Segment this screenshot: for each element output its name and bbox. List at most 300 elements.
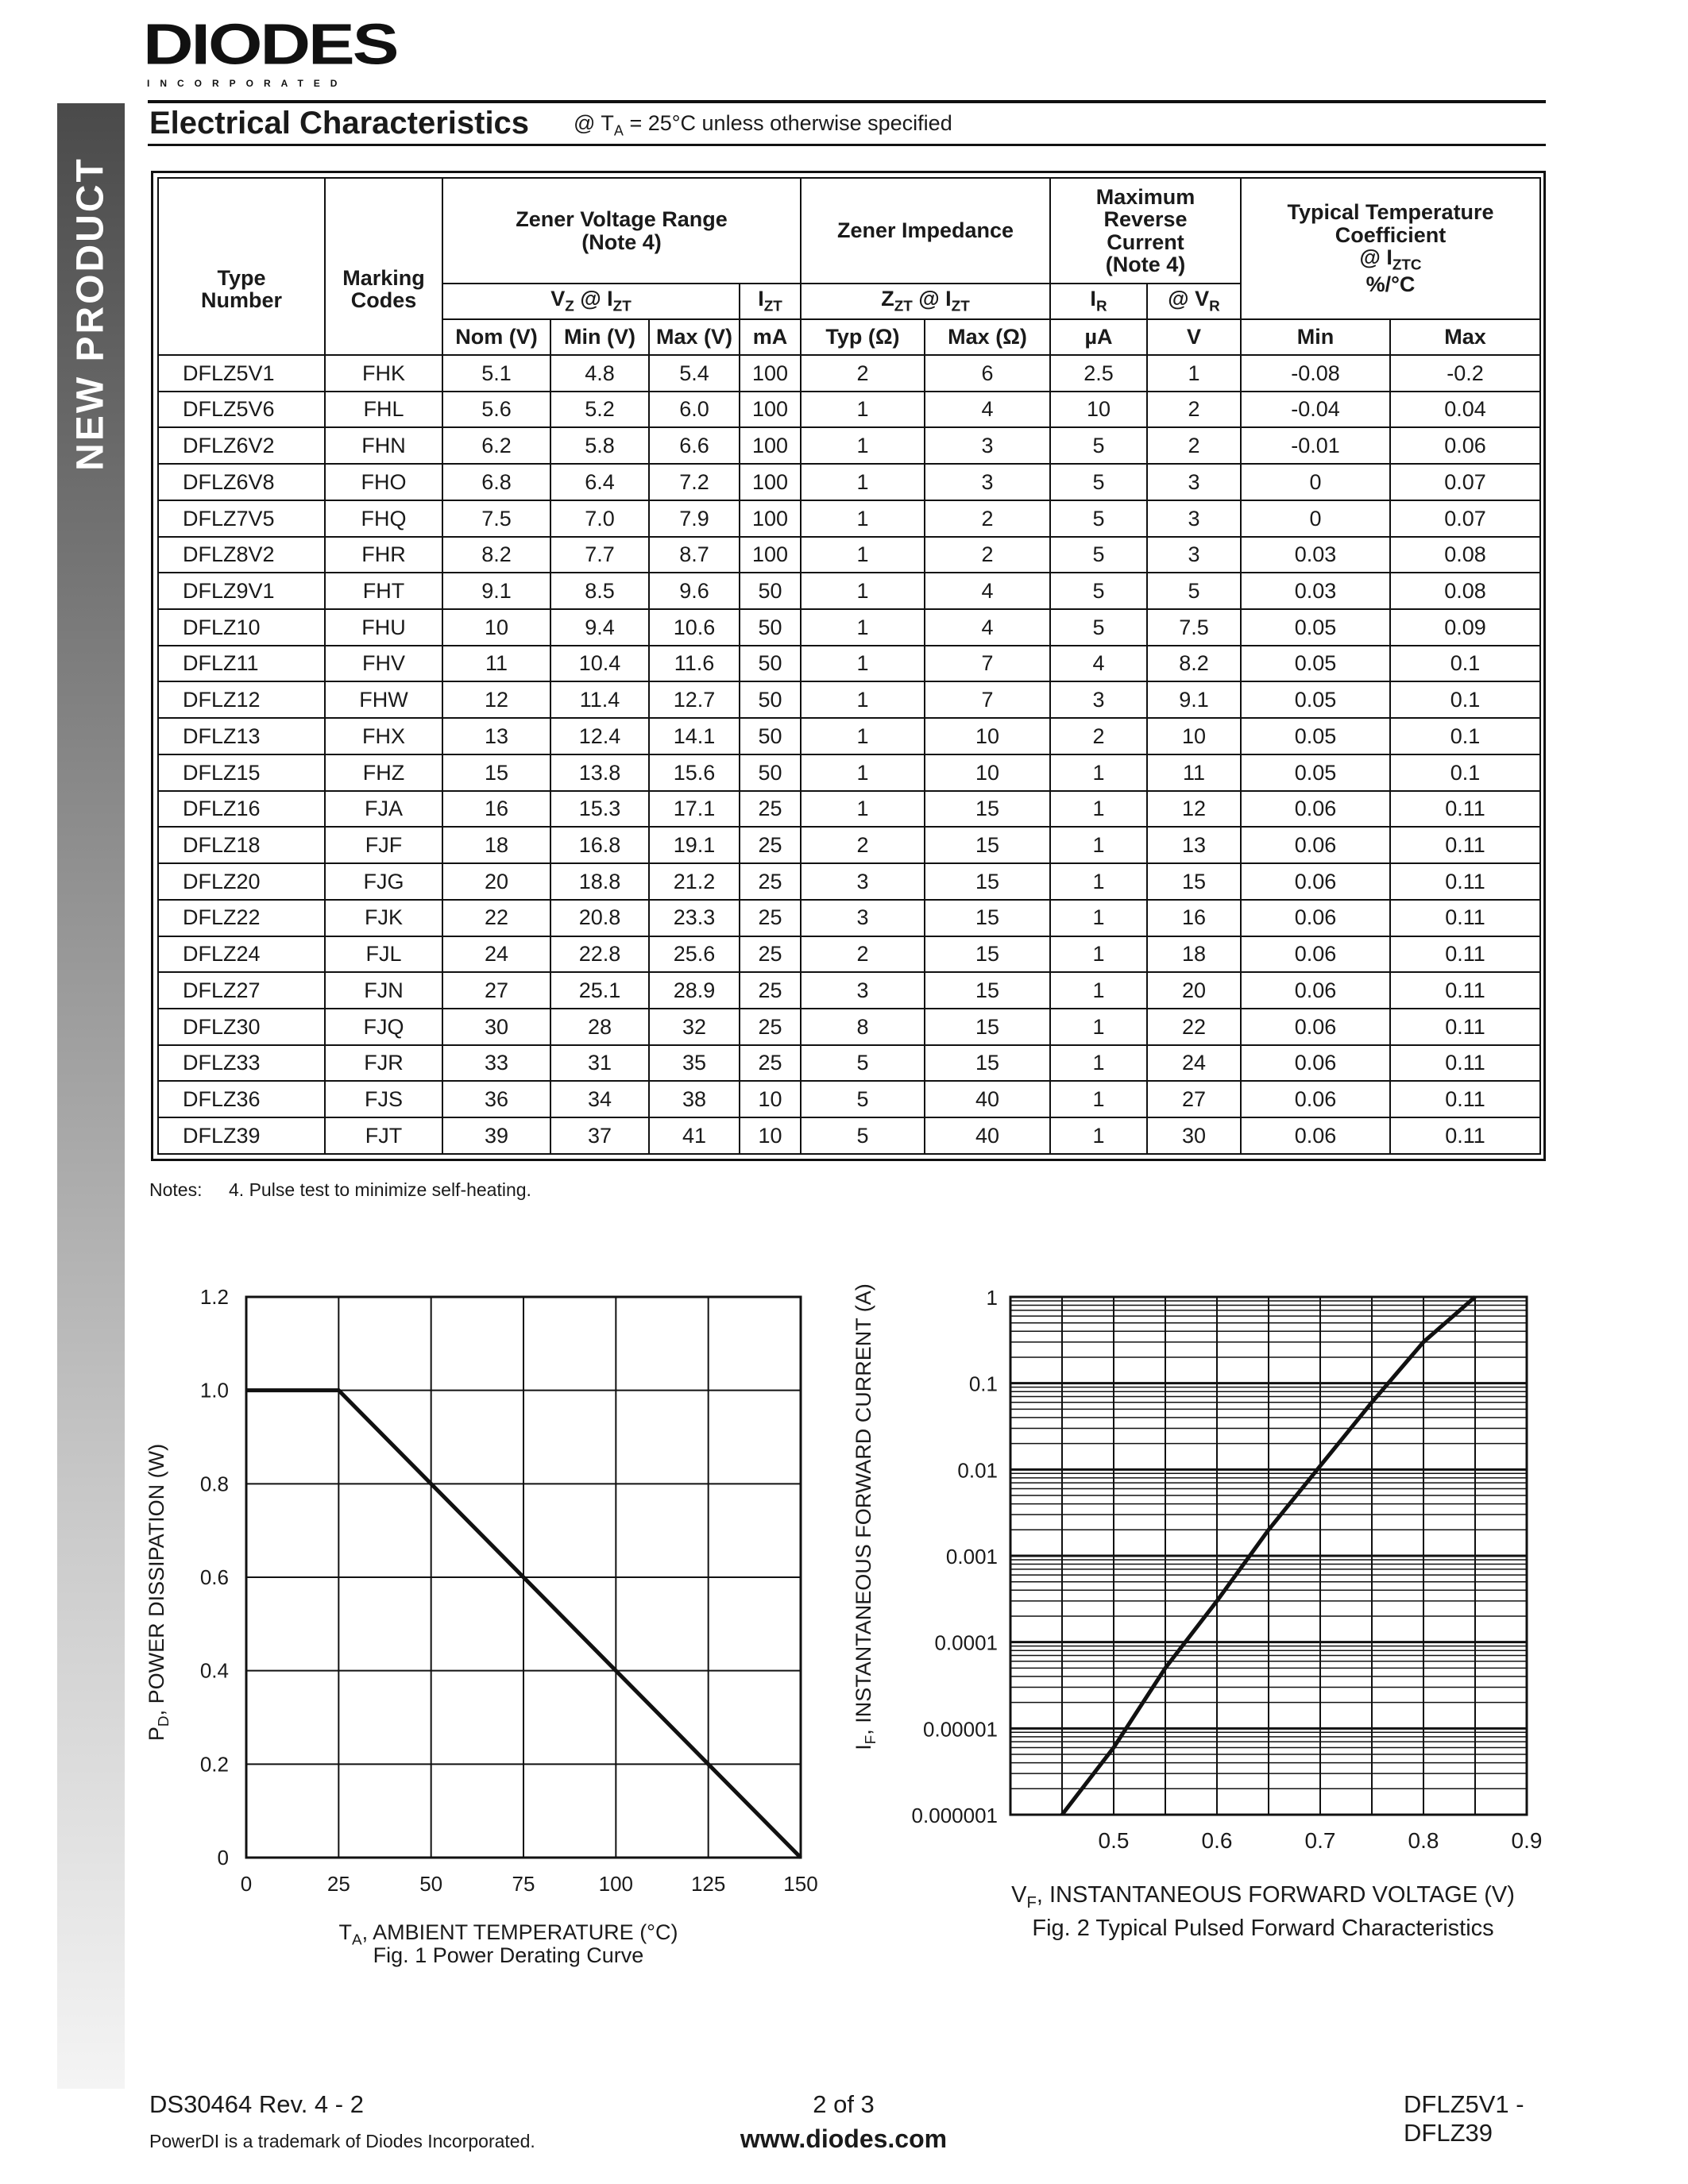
table-cell: 1: [1050, 791, 1147, 828]
unit-ua: µA: [1050, 319, 1147, 355]
table-cell: DFLZ9V1: [158, 573, 325, 609]
table-cell: 10: [925, 718, 1050, 754]
table-cell: 18.8: [550, 863, 649, 900]
table-cell: 25: [740, 936, 801, 973]
table-cell: 40: [925, 1117, 1050, 1154]
header-izt: $I_{ZT}$: [740, 284, 801, 319]
table-cell: 25: [740, 827, 801, 863]
fig2-x-tick-label: 0.5: [1098, 1828, 1130, 1853]
fig2-y-tick-label: 0.00001: [923, 1717, 998, 1742]
table-cell: 3: [1050, 681, 1147, 718]
table-cell: DFLZ16: [158, 791, 325, 828]
header-temp-coefficient: Typical Temperature Coefficient @ $I_{ZTC}$ %/°C: [1241, 178, 1540, 319]
table-cell: 20: [442, 863, 550, 900]
table-cell: 11: [442, 646, 550, 682]
table-cell: 6.4: [550, 464, 649, 500]
table-cell: 11.6: [649, 646, 740, 682]
fig2-ylabel: $I_F$, INSTANTANEOUS FORWARD CURRENT (A): [851, 1283, 880, 1750]
table-cell: 2: [801, 355, 925, 392]
table-cell: 15: [925, 791, 1050, 828]
table-cell: 0.11: [1390, 972, 1540, 1009]
table-cell: 6: [925, 355, 1050, 392]
table-cell: 50: [740, 681, 801, 718]
fig1-y-tick-label: 0.8: [199, 1472, 229, 1496]
table-cell: 1: [801, 500, 925, 537]
fig1-y-tick-label: 1.2: [199, 1285, 229, 1309]
table-cell: 0.05: [1241, 754, 1390, 791]
table-cell: 9.1: [442, 573, 550, 609]
table-cell: 0.11: [1390, 1081, 1540, 1117]
table-cell: FJS: [325, 1081, 442, 1117]
table-cell: 8.7: [649, 537, 740, 573]
fig1-x-tick-label: 50: [419, 1872, 443, 1896]
table-cell: 0.11: [1390, 791, 1540, 828]
table-cell: 14.1: [649, 718, 740, 754]
fig2-x-tick-label: 0.7: [1304, 1828, 1336, 1853]
table-cell: 24: [1147, 1045, 1241, 1082]
table-cell: 35: [649, 1045, 740, 1082]
table-cell: 11.4: [550, 681, 649, 718]
table-cell: 5: [1050, 609, 1147, 646]
table-cell: FHW: [325, 681, 442, 718]
fig2-y-tick-label: 0.000001: [911, 1804, 998, 1827]
table-cell: FJQ: [325, 1009, 442, 1045]
table-cell: 0.03: [1241, 573, 1390, 609]
table-cell: 18: [442, 827, 550, 863]
table-cell: 16: [1147, 900, 1241, 936]
new-product-label: NEW PRODUCT: [69, 156, 112, 471]
header-zener-voltage: Zener Voltage Range (Note 4): [442, 178, 801, 284]
table-cell: DFLZ10: [158, 609, 325, 646]
unit-coeff-min: Min: [1241, 319, 1390, 355]
table-cell: 33: [442, 1045, 550, 1082]
table-cell: DFLZ6V2: [158, 427, 325, 464]
table-cell: FJF: [325, 827, 442, 863]
table-cell: 2: [925, 500, 1050, 537]
table-cell: 41: [649, 1117, 740, 1154]
table-cell: 6.0: [649, 392, 740, 428]
fig2-y-tick-label: 0.01: [957, 1458, 998, 1483]
table-cell: 12: [442, 681, 550, 718]
table-cell: 25.1: [550, 972, 649, 1009]
fig2-y-tick-label: 0.0001: [934, 1630, 998, 1655]
table-cell: 1: [1050, 827, 1147, 863]
table-cell: DFLZ6V8: [158, 464, 325, 500]
fig1-caption: Fig. 1 Power Derating Curve: [373, 1943, 644, 1967]
table-cell: 2: [1050, 718, 1147, 754]
table-cell: 100: [740, 537, 801, 573]
table-cell: 1: [1050, 1009, 1147, 1045]
table-cell: 5.2: [550, 392, 649, 428]
table-cell: 17.1: [649, 791, 740, 828]
table-cell: 5: [1050, 464, 1147, 500]
table-cell: 7.5: [442, 500, 550, 537]
header-vr: @ $V_R$: [1147, 284, 1241, 319]
table-cell: 4: [1050, 646, 1147, 682]
table-cell: 18: [1147, 936, 1241, 973]
table-cell: 30: [1147, 1117, 1241, 1154]
table-cell: 0.06: [1241, 827, 1390, 863]
table-cell: 9.1: [1147, 681, 1241, 718]
table-cell: 1: [801, 427, 925, 464]
table-cell: 36: [442, 1081, 550, 1117]
table-cell: 10.6: [649, 609, 740, 646]
header-type-number: Type Number: [158, 178, 325, 355]
table-cell: 0.1: [1390, 718, 1540, 754]
table-cell: 0.05: [1241, 718, 1390, 754]
fig1-x-tick-label: 0: [240, 1872, 253, 1896]
table-cell: FJG: [325, 863, 442, 900]
table-cell: 0.06: [1241, 1045, 1390, 1082]
table-cell: 11: [1147, 754, 1241, 791]
table-cell: DFLZ18: [158, 827, 325, 863]
table-cell: 3: [1147, 464, 1241, 500]
table-cell: -0.2: [1390, 355, 1540, 392]
table-cell: 1: [1050, 1081, 1147, 1117]
table-cell: 0.09: [1390, 609, 1540, 646]
table-cell: 25.6: [649, 936, 740, 973]
table-cell: 13: [1147, 827, 1241, 863]
table-cell: 5: [1050, 573, 1147, 609]
table-cell: 50: [740, 573, 801, 609]
table-cell: 20.8: [550, 900, 649, 936]
table-cell: 2: [1147, 427, 1241, 464]
fig2-x-tick-label: 0.9: [1511, 1828, 1543, 1853]
table-cell: 13: [442, 718, 550, 754]
table-cell: DFLZ13: [158, 718, 325, 754]
table-cell: 7.2: [649, 464, 740, 500]
table-cell: 15: [1147, 863, 1241, 900]
table-cell: FJL: [325, 936, 442, 973]
diodes-logo-subtext: INCORPORATED: [147, 78, 348, 89]
table-cell: 28.9: [649, 972, 740, 1009]
table-cell: 9.4: [550, 609, 649, 646]
table-cell: 8.5: [550, 573, 649, 609]
table-cell: 12.7: [649, 681, 740, 718]
unit-max-v: Max (V): [649, 319, 740, 355]
section-title: Electrical Characteristics: [149, 106, 530, 141]
table-cell: 27: [442, 972, 550, 1009]
fig1-y-tick-label: 0: [217, 1846, 229, 1870]
table-cell: 5: [801, 1117, 925, 1154]
table-cell: FHL: [325, 392, 442, 428]
table-cell: 100: [740, 464, 801, 500]
header-marking-codes: Marking Codes: [325, 178, 442, 355]
table-cell: DFLZ15: [158, 754, 325, 791]
table-cell: 5: [801, 1081, 925, 1117]
table-cell: 25: [740, 791, 801, 828]
table-cell: 15: [925, 1009, 1050, 1045]
footer-trademark: PowerDI is a trademark of Diodes Incorporated.: [149, 2131, 535, 2151]
table-cell: 1: [1050, 972, 1147, 1009]
table-cell: 1: [801, 681, 925, 718]
table-cell: DFLZ12: [158, 681, 325, 718]
table-cell: 20: [1147, 972, 1241, 1009]
table-cell: 2: [801, 827, 925, 863]
table-cell: 5: [801, 1045, 925, 1082]
table-cell: 0.05: [1241, 681, 1390, 718]
table-cell: 0.11: [1390, 827, 1540, 863]
table-cell: 10: [925, 754, 1050, 791]
footer-part-range: DFLZ5V1 - DFLZ39: [1404, 2090, 1524, 2147]
table-cell: 0.06: [1241, 936, 1390, 973]
table-cell: 2: [925, 537, 1050, 573]
table-cell: 5: [1147, 573, 1241, 609]
unit-v: V: [1147, 319, 1241, 355]
table-cell: 50: [740, 646, 801, 682]
table-cell: DFLZ27: [158, 972, 325, 1009]
table-cell: 1: [801, 392, 925, 428]
table-cell: 1: [1050, 754, 1147, 791]
table-cell: 39: [442, 1117, 550, 1154]
table-cell: FHQ: [325, 500, 442, 537]
table-cell: 1: [1147, 355, 1241, 392]
table-cell: FJR: [325, 1045, 442, 1082]
table-cell: 50: [740, 718, 801, 754]
diodes-logo: DIODES: [143, 12, 397, 77]
table-cell: FHU: [325, 609, 442, 646]
table-cell: FHZ: [325, 754, 442, 791]
table-cell: 1: [1050, 863, 1147, 900]
table-cell: DFLZ22: [158, 900, 325, 936]
table-cell: 50: [740, 609, 801, 646]
table-cell: 5.1: [442, 355, 550, 392]
table-cell: 3: [1147, 500, 1241, 537]
fig1-xlabel: $T_A$, AMBIENT TEMPERATURE (°C): [338, 1920, 678, 1949]
table-cell: 34: [550, 1081, 649, 1117]
table-cell: 3: [801, 900, 925, 936]
table-cell: FHR: [325, 537, 442, 573]
table-cell: FHT: [325, 573, 442, 609]
table-cell: DFLZ5V6: [158, 392, 325, 428]
table-cell: 4: [925, 609, 1050, 646]
table-cell: 38: [649, 1081, 740, 1117]
table-cell: 0.08: [1390, 573, 1540, 609]
table-cell: 7: [925, 646, 1050, 682]
table-cell: 24: [442, 936, 550, 973]
table-cell: 4: [925, 573, 1050, 609]
table-cell: 0.06: [1241, 1117, 1390, 1154]
footer-page-number: 2 of 3: [813, 2090, 875, 2118]
table-cell: 25: [740, 1009, 801, 1045]
table-cell: 25: [740, 900, 801, 936]
table-cell: 25: [740, 863, 801, 900]
fig1-y-tick-label: 1.0: [199, 1378, 229, 1403]
table-cell: 6.8: [442, 464, 550, 500]
table-cell: DFLZ39: [158, 1117, 325, 1154]
table-cell: 30: [442, 1009, 550, 1045]
notes-label: Notes:: [149, 1179, 203, 1200]
table-cell: 100: [740, 500, 801, 537]
table-cell: 0.06: [1241, 972, 1390, 1009]
table-cell: -0.08: [1241, 355, 1390, 392]
table-cell: 1: [801, 464, 925, 500]
table-cell: 5.6: [442, 392, 550, 428]
table-cell: DFLZ11: [158, 646, 325, 682]
table-cell: 21.2: [649, 863, 740, 900]
table-cell: 7.5: [1147, 609, 1241, 646]
table-cell: 15.3: [550, 791, 649, 828]
table-cell: 4: [925, 392, 1050, 428]
table-cell: 10: [1147, 718, 1241, 754]
table-cell: FJN: [325, 972, 442, 1009]
fig1-y-tick-label: 0.4: [199, 1658, 229, 1683]
table-cell: FJT: [325, 1117, 442, 1154]
table-cell: 28: [550, 1009, 649, 1045]
table-cell: 15: [925, 863, 1050, 900]
table-cell: 1: [1050, 1045, 1147, 1082]
table-cell: 12: [1147, 791, 1241, 828]
table-cell: -0.01: [1241, 427, 1390, 464]
table-cell: 0.11: [1390, 1009, 1540, 1045]
unit-nom-v: Nom (V): [442, 319, 550, 355]
table-cell: 0.07: [1390, 464, 1540, 500]
table-cell: DFLZ5V1: [158, 355, 325, 392]
table-cell: 1: [1050, 936, 1147, 973]
table-cell: 3: [801, 972, 925, 1009]
table-cell: 10: [442, 609, 550, 646]
table-cell: 15.6: [649, 754, 740, 791]
table-cell: 0.06: [1241, 1081, 1390, 1117]
table-cell: 8: [801, 1009, 925, 1045]
table-cell: 0.1: [1390, 681, 1540, 718]
fig2-xlabel: $V_F$, INSTANTANEOUS FORWARD VOLTAGE (V): [1011, 1882, 1515, 1912]
fig1-x-tick-label: 150: [783, 1872, 818, 1896]
table-cell: 22.8: [550, 936, 649, 973]
table-cell: 13.8: [550, 754, 649, 791]
table-cell: 27: [1147, 1081, 1241, 1117]
table-cell: 3: [925, 427, 1050, 464]
fig1-ylabel: $P_D$, POWER DISSIPATION (W): [144, 1443, 173, 1742]
note-4: 4. Pulse test to minimize self-heating.: [229, 1179, 531, 1200]
table-cell: 50: [740, 754, 801, 791]
header-max-reverse-current: Maximum Reverse Current (Note 4): [1050, 178, 1241, 284]
table-cell: 10.4: [550, 646, 649, 682]
table-cell: DFLZ36: [158, 1081, 325, 1117]
table-cell: 5.8: [550, 427, 649, 464]
table-cell: 100: [740, 392, 801, 428]
table-cell: 12.4: [550, 718, 649, 754]
table-cell: 15: [925, 1045, 1050, 1082]
table-cell: 3: [1147, 537, 1241, 573]
table-cell: DFLZ33: [158, 1045, 325, 1082]
table-cell: FHO: [325, 464, 442, 500]
table-cell: 19.1: [649, 827, 740, 863]
table-cell: 10: [740, 1117, 801, 1154]
table-cell: 0.06: [1241, 1009, 1390, 1045]
table-cell: 0: [1241, 464, 1390, 500]
table-cell: 0.03: [1241, 537, 1390, 573]
fig1-x-tick-label: 25: [326, 1872, 350, 1896]
fig1-y-tick-label: 0.2: [199, 1752, 229, 1777]
table-cell: 37: [550, 1117, 649, 1154]
fig1-y-tick-label: 0.6: [199, 1565, 229, 1589]
footer-doc-id: DS30464 Rev. 4 - 2: [149, 2090, 364, 2118]
fig1-x-tick-label: 75: [512, 1872, 535, 1896]
fig2-x-tick-label: 0.8: [1408, 1828, 1439, 1853]
table-cell: 16: [442, 791, 550, 828]
table-cell: 1: [801, 537, 925, 573]
table-cell: 0.06: [1241, 791, 1390, 828]
table-cell: 15: [925, 827, 1050, 863]
table-cell: 0.11: [1390, 1045, 1540, 1082]
footer-website[interactable]: www.diodes.com: [740, 2124, 948, 2153]
table-cell: 0.06: [1241, 863, 1390, 900]
fig2-y-tick-label: 0.001: [945, 1545, 998, 1569]
table-cell: 32: [649, 1009, 740, 1045]
table-cell: FJK: [325, 900, 442, 936]
table-cell: 0.06: [1241, 900, 1390, 936]
table-cell: 25: [740, 972, 801, 1009]
table-cell: DFLZ8V2: [158, 537, 325, 573]
table-cell: 1: [801, 646, 925, 682]
table-cell: 15: [925, 936, 1050, 973]
table-cell: 0.11: [1390, 863, 1540, 900]
table-cell: 15: [925, 900, 1050, 936]
table-cell: 5: [1050, 427, 1147, 464]
table-cell: 0: [1241, 500, 1390, 537]
table-cell: 16.8: [550, 827, 649, 863]
table-cell: 15: [442, 754, 550, 791]
fig1-x-tick-label: 125: [690, 1872, 726, 1896]
table-cell: 7.0: [550, 500, 649, 537]
header-vz-at-izt: $V_Z$ @ $I_{ZT}$: [442, 284, 740, 319]
table-cell: 1: [801, 573, 925, 609]
table-cell: 8.2: [1147, 646, 1241, 682]
header-zzt-at-izt: $Z_{ZT}$ @ $I_{ZT}$: [801, 284, 1050, 319]
table-cell: 15: [925, 972, 1050, 1009]
table-cell: 40: [925, 1081, 1050, 1117]
table-cell: 0.07: [1390, 500, 1540, 537]
unit-ma: mA: [740, 319, 801, 355]
table-cell: 5: [1050, 500, 1147, 537]
table-cell: 22: [1147, 1009, 1241, 1045]
table-cell: 23.3: [649, 900, 740, 936]
table-cell: 0.06: [1390, 427, 1540, 464]
table-cell: DFLZ24: [158, 936, 325, 973]
table-cell: 0.1: [1390, 646, 1540, 682]
table-cell: 31: [550, 1045, 649, 1082]
table-cell: DFLZ7V5: [158, 500, 325, 537]
table-cell: 10: [1050, 392, 1147, 428]
unit-max-ohm: Max (Ω): [925, 319, 1050, 355]
table-cell: 1: [1050, 1117, 1147, 1154]
table-cell: 0.11: [1390, 936, 1540, 973]
table-cell: FHK: [325, 355, 442, 392]
table-cell: FHV: [325, 646, 442, 682]
table-cell: FJA: [325, 791, 442, 828]
fig2-x-tick-label: 0.6: [1201, 1828, 1233, 1853]
table-cell: 2: [1147, 392, 1241, 428]
fig2-caption: Fig. 2 Typical Pulsed Forward Characteristics: [1032, 1916, 1494, 1941]
table-cell: 7.7: [550, 537, 649, 573]
table-cell: 25: [740, 1045, 801, 1082]
table-cell: 1: [801, 754, 925, 791]
header-ir: $I_R$: [1050, 284, 1147, 319]
table-cell: 2: [801, 936, 925, 973]
table-cell: 1: [801, 609, 925, 646]
table-cell: 5: [1050, 537, 1147, 573]
header-zener-impedance: Zener Impedance: [801, 178, 1050, 284]
unit-coeff-max: Max: [1390, 319, 1540, 355]
table-cell: 0.05: [1241, 609, 1390, 646]
table-cell: 9.6: [649, 573, 740, 609]
fig1-x-tick-label: 100: [598, 1872, 634, 1896]
table-cell: 6.6: [649, 427, 740, 464]
table-cell: 0.04: [1390, 392, 1540, 428]
table-cell: 3: [801, 863, 925, 900]
table-cell: 0.08: [1390, 537, 1540, 573]
